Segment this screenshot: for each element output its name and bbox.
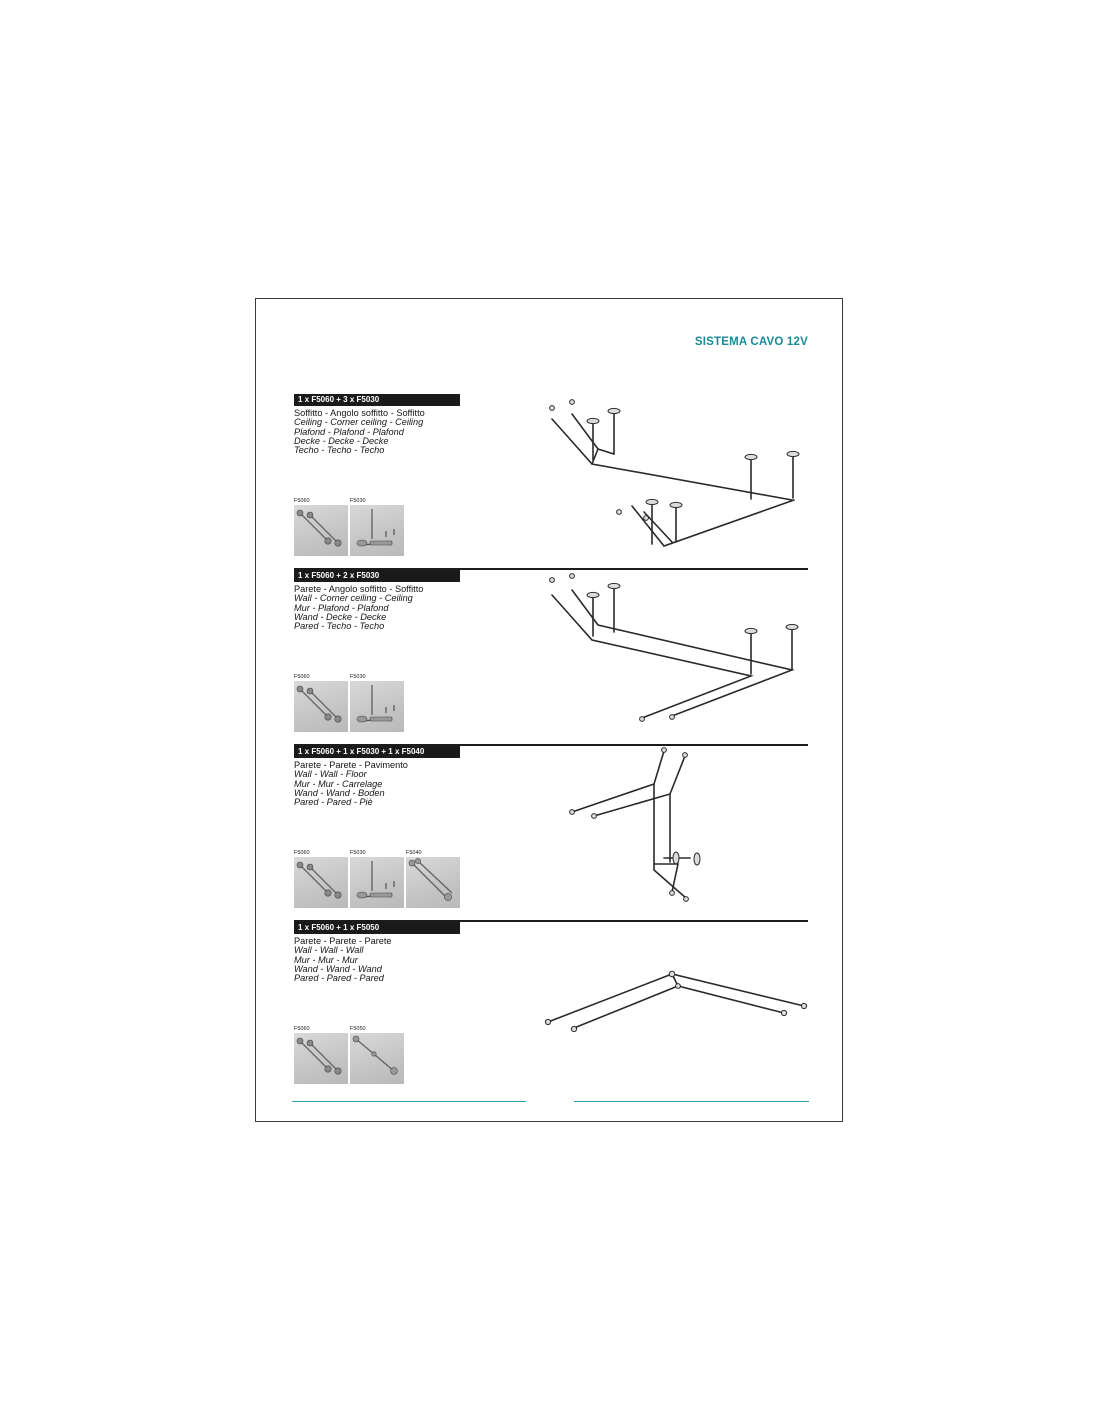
product-code: F5030 [350,674,366,680]
desc-line-fr: Mur - Mur - Carrelage [294,778,383,789]
product-thumb [294,850,348,908]
installation-diagram [494,570,816,746]
installation-description [294,585,423,631]
product-code: F5060 [294,1026,310,1032]
desc-line-de: Wand - Wand - Wand [294,963,382,974]
desc-line-de: Wand - Decke - Decke [294,611,387,622]
combo-label: 1 x F5060 + 1 x F5030 + 1 x F5040 [294,746,460,758]
desc-line-fr: Mur - Mur - Mur [294,954,358,965]
desc-line-en: Wall - Wall - Wall [294,945,364,956]
desc-line-en: Ceiling - Corner ceiling - Ceiling [294,417,424,428]
product-thumb [350,498,404,556]
product-code: F5030 [350,850,366,856]
cable-kit-icon [294,505,348,556]
installation-diagram [494,394,816,570]
installation-description [294,761,408,807]
combo-label: 1 x F5060 + 2 x F5030 [294,570,460,582]
wall-corner-icon [350,1033,404,1084]
section-wall-corner-ceiling [294,570,808,746]
brand-title: SISTEMA CAVO 12V [694,336,808,348]
desc-line-de: Wand - Wand - Boden [294,787,385,798]
combo-label: 1 x F5060 + 3 x F5030 [294,394,460,406]
combo-label: 1 x F5060 + 1 x F5050 [294,922,460,934]
installation-diagram [494,746,816,922]
installation-diagram [494,922,816,1098]
floor-support-icon [406,857,460,908]
product-thumb [294,1026,348,1084]
desc-line-fr: Mur - Plafond - Plafond [294,602,389,613]
desc-line-es: Techo - Techo - Techo [294,445,385,456]
product-thumb [350,674,404,732]
product-code: F5050 [350,1026,366,1032]
installation-description [294,409,425,455]
desc-line-es: Pared - Pared - Pared [294,973,384,984]
product-thumb [406,850,460,908]
desc-line-es: Pared - Techo - Techo [294,621,385,632]
product-code: F5060 [294,850,310,856]
section-ceiling-corner-ceiling [294,394,808,570]
ceiling-suspension-icon [350,857,404,908]
product-code: F5040 [406,850,422,856]
product-code: F5030 [350,498,366,504]
product-thumb [350,850,404,908]
desc-line-en: Wall - Wall - Floor [294,769,367,780]
section-wall-wall-floor [294,746,808,922]
ceiling-suspension-icon [350,681,404,732]
section-wall-wall-wall [294,922,808,1098]
installation-description [294,937,392,983]
cable-kit-icon [294,1033,348,1084]
desc-line-it: Parete - Parete - Pavimento [294,760,408,770]
desc-line-it: Parete - Parete - Parete [294,936,392,946]
desc-line-fr: Plafond - Plafond - Plafond [294,426,404,437]
desc-line-de: Decke - Decke - Decke [294,435,389,446]
desc-line-es: Pared - Pared - Piè [294,797,373,808]
desc-line-en: Wall - Corner ceiling - Ceiling [294,593,413,604]
footer-accent-line-left [292,1101,526,1102]
cable-kit-icon [294,681,348,732]
product-thumb [350,1026,404,1084]
catalog-page [255,298,843,1122]
product-thumb [294,498,348,556]
desc-line-it: Parete - Angolo soffitto - Soffitto [294,584,424,594]
footer-accent-line-right [574,1101,809,1102]
cable-kit-icon [294,857,348,908]
product-code: F5060 [294,674,310,680]
product-thumb [294,674,348,732]
ceiling-suspension-icon [350,505,404,556]
desc-line-it: Soffitto - Angolo soffitto - Soffitto [294,408,425,418]
product-code: F5060 [294,498,310,504]
